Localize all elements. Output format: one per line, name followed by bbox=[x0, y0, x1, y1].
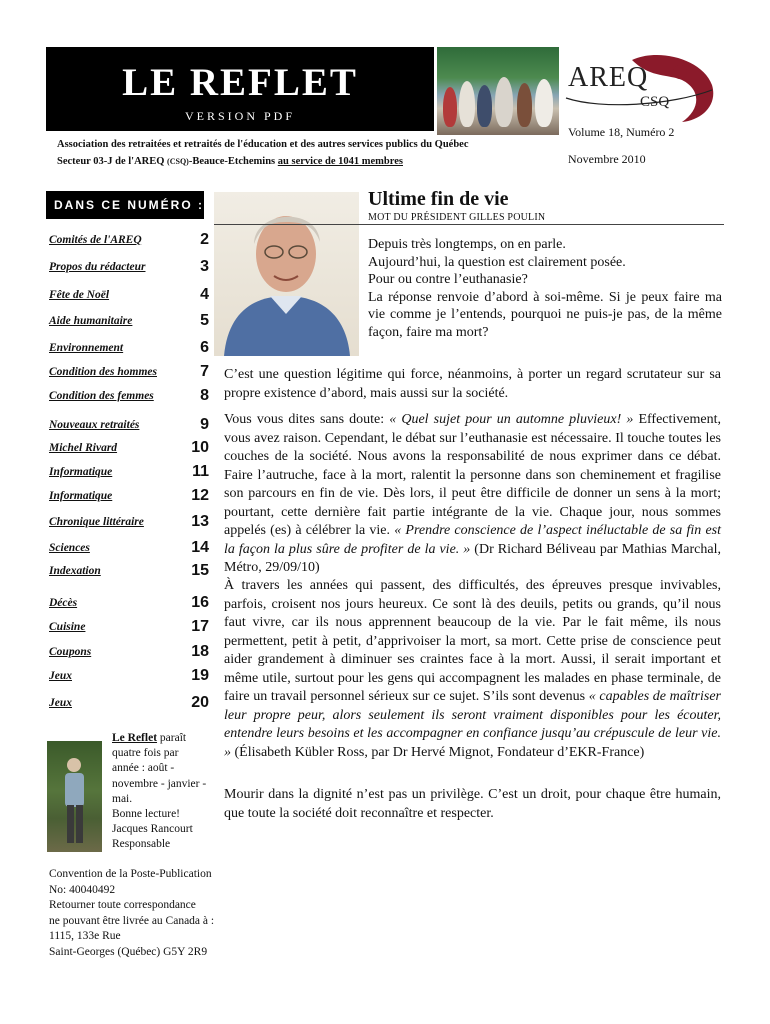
toc-page: 12 bbox=[191, 487, 209, 504]
article-title: Ultime fin de vie bbox=[368, 188, 509, 210]
toc-item[interactable] bbox=[49, 692, 209, 712]
masthead bbox=[46, 47, 434, 131]
toc-heading-text: DANS CE NUMÉRO : bbox=[54, 198, 205, 212]
toc-page: 5 bbox=[200, 312, 209, 329]
note-line: Bonne lecture! bbox=[112, 808, 181, 821]
paragraph-text: Vous vous dites sans doute: bbox=[224, 412, 390, 427]
issue-date: Novembre 2010 bbox=[568, 152, 646, 166]
toc-page: 13 bbox=[191, 513, 209, 530]
paragraph-quote: « capables de maîtriser leur propre peur, alors seulement ils seront vraiment disponibles pour les écouter, entendre leurs besoins et les accompagner en confiance jusqu’au crépuscule de leur vie. » bbox=[224, 689, 721, 760]
newsletter-subtitle: VERSION PDF bbox=[184, 109, 295, 123]
toc-item[interactable] bbox=[49, 665, 209, 685]
toc-label[interactable]: Jeux bbox=[49, 670, 72, 682]
toc-page: 17 bbox=[191, 618, 209, 635]
convention-line: No: 40040492 bbox=[49, 883, 116, 896]
logo-areq: AREQ bbox=[568, 62, 649, 93]
toc-page: 20 bbox=[191, 694, 209, 711]
intro-line: La réponse renvoie d’abord à soi-même. Si je peux faire ma vie comme je l’entends, pourquoi ne puis-je pas, de la même façon, faire ma mort? bbox=[368, 289, 722, 340]
toc-heading bbox=[46, 191, 204, 219]
article-paragraph bbox=[224, 577, 721, 762]
article-paragraph: Mourir dans la dignité n’est pas un privilège. C’est un droit, pour chaque être humain, que toute la société doit reconnaître et respecter. bbox=[224, 787, 721, 821]
postal-convention bbox=[49, 867, 249, 961]
toc-label[interactable]: Coupons bbox=[49, 646, 92, 658]
toc-label[interactable]: Indexation bbox=[49, 565, 101, 577]
article-paragraph bbox=[224, 411, 721, 578]
divider bbox=[214, 224, 724, 225]
group-photo bbox=[437, 47, 559, 135]
toc-page: 15 bbox=[191, 562, 209, 579]
article-intro bbox=[368, 236, 722, 341]
note-name: Le Reflet bbox=[112, 732, 158, 744]
note-line: Responsable bbox=[112, 838, 171, 851]
toc-item[interactable] bbox=[49, 437, 209, 457]
toc-label[interactable]: Chronique littéraire bbox=[49, 516, 144, 528]
toc-label[interactable]: Informatique bbox=[49, 466, 113, 478]
paragraph-text: Effectivement, vous avez raison. Cependant, le débat sur l’euthanasie est nécessaire. Il touche toutes les couches de la société. Nous avons la responsabilité de nous exprimer dans ce débat. Faire l’autruche, face à la mort, ralentit la personne dans son cheminement et fragilise son parcours en fin de vie. Dès lors, il peut être difficile de donner un sens à la mort; pourtant, cette dernière fait partie intégrante de la vie. Chaque jour, nous sommes appelés (es) à célébrer la vie. bbox=[224, 412, 721, 538]
toc-label[interactable]: Aide humanitaire bbox=[49, 315, 133, 327]
toc-label[interactable]: Michel Rivard bbox=[49, 442, 118, 454]
intro-line: Pour ou contre l’euthanasie? bbox=[368, 272, 528, 287]
toc-item[interactable] bbox=[49, 485, 209, 505]
toc-label[interactable]: Sciences bbox=[49, 542, 90, 554]
newsletter-title: LE REFLET bbox=[122, 61, 358, 104]
convention-line: Saint-Georges (Québec) G5Y 2R9 bbox=[49, 945, 208, 958]
article-paragraph: C’est une question légitime qui force, néanmoins, à porter un regard scrutateur sur sa propre existence d’abord, mais aussi sur la société. bbox=[224, 367, 721, 401]
toc-label[interactable]: Environnement bbox=[49, 342, 124, 354]
note-line: Jacques Rancourt bbox=[112, 823, 193, 836]
toc-item[interactable] bbox=[49, 414, 209, 434]
toc-item[interactable] bbox=[49, 337, 209, 357]
association-name: Association des retraitées et retraités de l'éducation et des autres services publics du Québec bbox=[57, 139, 469, 150]
toc-item[interactable] bbox=[49, 310, 209, 330]
paragraph-text: (Élisabeth Kübler Ross, par Dr Hervé Mignot, Fondateur d’EKR-France) bbox=[231, 744, 645, 760]
toc-label[interactable]: Décès bbox=[49, 597, 78, 609]
toc-item[interactable] bbox=[49, 229, 209, 249]
areq-logo bbox=[562, 50, 722, 130]
toc-item[interactable] bbox=[49, 616, 209, 636]
toc-page: 4 bbox=[200, 286, 209, 303]
toc-page: 7 bbox=[200, 363, 209, 380]
toc-item[interactable] bbox=[49, 592, 209, 612]
note-line: novembre - janvier - bbox=[112, 777, 207, 790]
toc-item[interactable] bbox=[49, 256, 209, 276]
toc-page: 19 bbox=[191, 667, 209, 684]
toc-item[interactable] bbox=[49, 641, 209, 661]
toc-label[interactable]: Comités de l'AREQ bbox=[49, 234, 142, 246]
toc-item[interactable] bbox=[49, 461, 209, 481]
toc-page: 16 bbox=[191, 594, 209, 611]
toc-item[interactable] bbox=[49, 511, 209, 531]
paragraph-quote: « Quel sujet pour un automne pluvieux! » bbox=[389, 412, 634, 427]
intro-line: Depuis très longtemps, on en parle. bbox=[368, 237, 566, 252]
note-line: mai. bbox=[112, 792, 133, 805]
toc-item[interactable] bbox=[49, 537, 209, 557]
intro-line: Aujourd’hui, la question est clairement posée. bbox=[368, 254, 626, 270]
toc-label[interactable]: Jeux bbox=[49, 697, 72, 709]
toc-label[interactable]: Condition des hommes bbox=[49, 366, 157, 378]
toc-label[interactable]: Informatique bbox=[49, 490, 113, 502]
paragraph-text: (Dr Richard Béliveau par Mathias Marchal, Métro, 29/09/10) bbox=[224, 541, 721, 575]
paragraph-text: À travers les années qui passent, des difficultés, des épreuves presque invivables, parfois, croisent nos jours heureux. Ce sont là des deuils, petits ou grands, qu’il nous faut vivre, car ils nous apprennent beaucoup de la vie. Par le fait même, ils nous permettent, petit à petit, d’apprivoiser la mort, sa mort. Cette prise de conscience peut aider grandement à diminuer ses craintes face à la mort. Aussi, il serait important et même utile, surtout pour les gens qui accompagnent les malades en phase terminale, de faire un travail personnel sérieux sur ce sujet. S’ils sont devenus bbox=[224, 578, 721, 704]
association-sector bbox=[57, 156, 403, 167]
toc-page: 3 bbox=[200, 258, 209, 275]
toc-label[interactable]: Fête de Noël bbox=[49, 289, 110, 301]
toc-page: 8 bbox=[200, 387, 209, 404]
convention-line: ne pouvant être livrée au Canada à : bbox=[49, 914, 215, 927]
toc-item[interactable] bbox=[49, 560, 209, 580]
sector-region: -Beauce-Etchemins bbox=[188, 156, 278, 167]
toc-item[interactable] bbox=[49, 361, 209, 381]
paragraph-quote: « Prendre conscience de l’aspect inéluctable de sa fin est la façon la plus sûre de profiter de la vie. » bbox=[224, 523, 721, 557]
convention-line: Convention de la Poste-Publication bbox=[49, 868, 212, 880]
toc-label[interactable]: Nouveaux retraités bbox=[49, 419, 140, 431]
toc-item[interactable] bbox=[49, 284, 209, 304]
toc-label[interactable]: Cuisine bbox=[49, 621, 86, 633]
responsible-photo bbox=[47, 741, 102, 852]
portrait-icon bbox=[214, 192, 359, 356]
logo-csq: CSQ bbox=[640, 94, 670, 110]
issue-volume: Volume 18, Numéro 2 bbox=[568, 125, 675, 139]
toc-page: 9 bbox=[200, 416, 209, 433]
toc-page: 10 bbox=[191, 439, 209, 456]
convention-line: 1115, 133e Rue bbox=[49, 930, 121, 943]
toc-page: 2 bbox=[200, 231, 209, 248]
note-line: année : août - bbox=[112, 762, 175, 775]
convention-line: Retourner toute correspondance bbox=[49, 899, 196, 912]
note-line: quatre fois par bbox=[112, 747, 179, 760]
sector-csq: (CSQ) bbox=[167, 157, 189, 166]
note-line: paraît bbox=[157, 732, 187, 744]
toc-page: 18 bbox=[191, 643, 209, 660]
toc-item[interactable] bbox=[49, 385, 209, 405]
toc-page: 14 bbox=[191, 539, 209, 556]
person-icon bbox=[47, 741, 102, 852]
publication-note bbox=[112, 731, 232, 853]
sector-members: au service de 1041 membres bbox=[277, 156, 403, 167]
president-portrait bbox=[214, 192, 359, 356]
sector-text: Secteur 03-J de l'AREQ bbox=[57, 156, 168, 167]
toc-label[interactable]: Propos du rédacteur bbox=[49, 261, 146, 273]
article-byline: MOT DU PRÉSIDENT GILLES POULIN bbox=[368, 212, 546, 223]
toc-label[interactable]: Condition des femmes bbox=[49, 390, 154, 402]
toc-page: 11 bbox=[192, 463, 209, 480]
toc-page: 6 bbox=[200, 339, 209, 356]
